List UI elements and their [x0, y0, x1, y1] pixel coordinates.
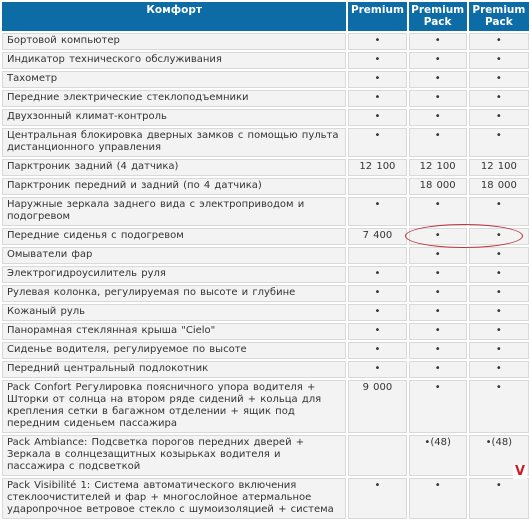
- table-row: [2, 197, 529, 226]
- value-premium-pack-2: •: [469, 128, 529, 157]
- value-premium-pack-2: •: [469, 197, 529, 226]
- value-premium-pack-1: •: [409, 285, 467, 302]
- value-premium: •: [348, 33, 406, 50]
- value-premium-pack-1: •: [409, 323, 467, 340]
- feature-name: Центральная блокировка дверных замков с помощью пульта дистанционного управления: [2, 128, 346, 157]
- value-premium: •: [348, 109, 406, 126]
- value-premium-pack-2: •: [469, 285, 529, 302]
- value-premium-pack-2: •: [469, 304, 529, 321]
- header-premium-label: Premium: [350, 4, 404, 16]
- feature-name: Панорамная стеклянная крыша "Cielo": [2, 323, 346, 340]
- feature-name: Индикатор технического обслуживания: [2, 52, 346, 69]
- value-premium-pack-2: •: [469, 478, 529, 519]
- feature-name: Омыватели фар: [2, 247, 346, 264]
- table-row: [2, 178, 529, 195]
- feature-name: Парктроник передний и задний (по 4 датчика): [2, 178, 346, 195]
- table-row: [2, 478, 529, 519]
- value-premium: •: [348, 323, 406, 340]
- value-premium-pack-1: •: [409, 109, 467, 126]
- value-premium: [348, 435, 406, 476]
- value-premium: •: [348, 478, 406, 519]
- value-premium-pack-2: •: [469, 342, 529, 359]
- watermark-logo: V: [514, 464, 526, 479]
- header-premium-pack-2-line2: Pack: [485, 16, 513, 28]
- value-premium-pack-2: •: [469, 247, 529, 264]
- table-row: [2, 380, 529, 433]
- value-premium-pack-1: •: [409, 380, 467, 433]
- value-premium-pack-1: •: [409, 33, 467, 50]
- header-premium-pack-1: [409, 2, 467, 31]
- header-row: [2, 2, 529, 31]
- feature-name: Бортовой компьютер: [2, 33, 346, 50]
- value-premium: •: [348, 90, 406, 107]
- feature-name: Электрогидроусилитель руля: [2, 266, 346, 283]
- value-premium-pack-1: •: [409, 197, 467, 226]
- table-row: [2, 71, 529, 88]
- value-premium-pack-1: •: [409, 90, 467, 107]
- feature-name: Наружные зеркала заднего вида с электроприводом и подогревом: [2, 197, 346, 226]
- value-premium: [348, 178, 406, 195]
- value-premium-pack-1: •: [409, 247, 467, 264]
- value-premium: •: [348, 304, 406, 321]
- value-premium-pack-1: •: [409, 342, 467, 359]
- feature-name: Кожаный руль: [2, 304, 346, 321]
- table-row: [2, 266, 529, 283]
- value-premium-pack-1: •: [409, 304, 467, 321]
- table-row: [2, 33, 529, 50]
- value-premium-pack-2: •: [469, 380, 529, 433]
- value-premium: 9 000: [348, 380, 406, 433]
- value-premium: 7 400: [348, 228, 406, 245]
- table-row: [2, 109, 529, 126]
- table-header: [2, 2, 529, 31]
- header-premium: [348, 2, 406, 31]
- value-premium-pack-2: •: [469, 228, 529, 245]
- feature-name: Парктроник задний (4 датчика): [2, 159, 346, 176]
- value-premium-pack-1: 18 000: [409, 178, 467, 195]
- table-row: [2, 52, 529, 69]
- table-row: [2, 342, 529, 359]
- table-row: [2, 228, 529, 245]
- header-premium-pack-2-line1: Premium: [472, 4, 526, 16]
- feature-name: Pack Confort Регулировка поясничного упора водителя + Шторки от солнца на втором ряде сидений + кольца для крепления сетки в багажном отделении + ящик под передним сиденьем пассажира: [2, 380, 346, 433]
- value-premium: •: [348, 128, 406, 157]
- value-premium-pack-1: 12 100: [409, 159, 467, 176]
- header-premium-pack-1-line2: Pack: [423, 16, 452, 28]
- table-body: [2, 33, 529, 519]
- value-premium-pack-2: •: [469, 71, 529, 88]
- feature-name: Передний центральный подлокотник: [2, 361, 346, 378]
- value-premium: •: [348, 285, 406, 302]
- table-row: [2, 159, 529, 176]
- feature-name: Pack Ambiance: Подсветка порогов передних дверей + Зеркала в солнцезащитных козырьках водителя и пассажира с подсветкой: [2, 435, 346, 476]
- value-premium-pack-1: •: [409, 478, 467, 519]
- value-premium-pack-1: •: [409, 71, 467, 88]
- value-premium-pack-2: •: [469, 33, 529, 50]
- value-premium: •: [348, 361, 406, 378]
- value-premium-pack-2: •(48): [469, 435, 529, 476]
- header-feature: Комфорт: [2, 2, 346, 31]
- value-premium-pack-1: •(48): [409, 435, 467, 476]
- header-premium-pack-1-line1: Premium: [411, 4, 465, 16]
- value-premium-pack-1: •: [409, 266, 467, 283]
- value-premium: [348, 247, 406, 264]
- value-premium-pack-2: •: [469, 109, 529, 126]
- value-premium-pack-1: •: [409, 52, 467, 69]
- table-row: [2, 435, 529, 476]
- feature-name: Передние электрические стеклоподъемники: [2, 90, 346, 107]
- value-premium: •: [348, 342, 406, 359]
- value-premium: •: [348, 52, 406, 69]
- feature-name: Рулевая колонка, регулируемая по высоте и глубине: [2, 285, 346, 302]
- value-premium: •: [348, 266, 406, 283]
- feature-name: Pack Visibilité 1: Система автоматического включения стеклоочистителей и фар + многослойное атермальное ударопрочное ветровое стекло с шумоизоляцией + система: [2, 478, 346, 519]
- table-row: [2, 285, 529, 302]
- value-premium-pack-2: 18 000: [469, 178, 529, 195]
- value-premium-pack-1: •: [409, 228, 467, 245]
- value-premium-pack-1: •: [409, 361, 467, 378]
- table-row: [2, 304, 529, 321]
- value-premium-pack-2: •: [469, 323, 529, 340]
- value-premium-pack-2: 12 100: [469, 159, 529, 176]
- value-premium: 12 100: [348, 159, 406, 176]
- feature-name: Сиденье водителя, регулируемое по высоте: [2, 342, 346, 359]
- table-row: [2, 90, 529, 107]
- header-premium-pack-2: [469, 2, 529, 31]
- feature-name: Двухзонный климат-контроль: [2, 109, 346, 126]
- table-row: [2, 128, 529, 157]
- table-row: [2, 361, 529, 378]
- value-premium: •: [348, 197, 406, 226]
- feature-name: Тахометр: [2, 71, 346, 88]
- table-row: [2, 323, 529, 340]
- value-premium-pack-2: •: [469, 52, 529, 69]
- value-premium: •: [348, 71, 406, 88]
- table-row: [2, 247, 529, 264]
- value-premium-pack-2: •: [469, 266, 529, 283]
- value-premium-pack-1: •: [409, 128, 467, 157]
- value-premium-pack-2: •: [469, 361, 529, 378]
- value-premium-pack-2: •: [469, 90, 529, 107]
- feature-name: Передние сиденья с подогревом: [2, 228, 346, 245]
